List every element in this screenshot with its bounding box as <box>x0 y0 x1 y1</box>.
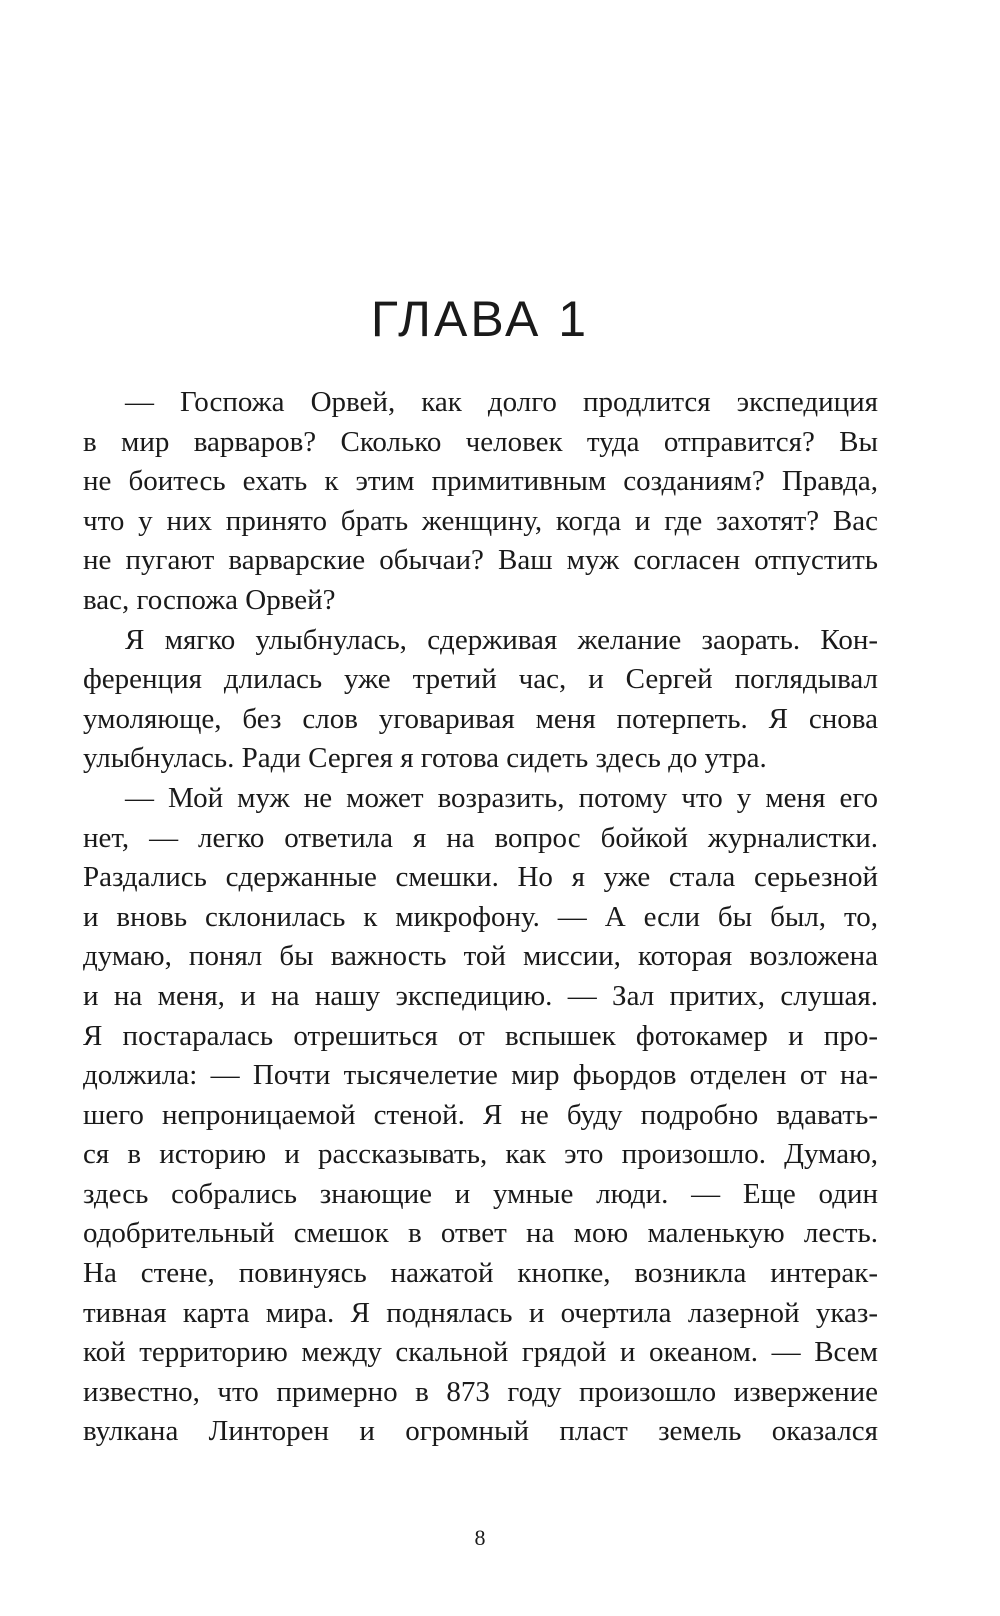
text-line: не пугают варварские обычаи? Ваш муж согласен отпустить <box>83 544 878 577</box>
text-line: На стене, повинуясь нажатой кнопке, возникла интерак- <box>83 1257 878 1290</box>
text-line: здесь собрались знающие и умные люди. — Еще один <box>83 1177 878 1210</box>
text-line: Я мягко улыбнулась, сдерживая желание заорать. Кон- <box>125 623 878 656</box>
text-line: не боитесь ехать к этим примитивным созданиям? Правда, <box>83 465 878 498</box>
text-line: Раздались сдержанные смешки. Но я уже стала серьезной <box>83 861 878 894</box>
text-line: вас, госпожа Орвей? <box>83 583 336 616</box>
text-line: вулкана Линторен и огромный пласт земель оказался <box>83 1415 878 1448</box>
text-line: нет, — легко ответила я на вопрос бойкой журналистки. <box>83 821 878 854</box>
body-text <box>83 383 878 1452</box>
page-number: 8 <box>474 1525 486 1550</box>
text-line: что у них принято брать женщину, когда и где захотят? Вас <box>83 504 878 537</box>
text-line: должила: — Почти тысячелетие мир фьордов отделен от на- <box>83 1059 878 1092</box>
text-line: — Госпожа Орвей, как долго продлится экспедиция <box>125 386 878 418</box>
text-line: известно, что примерно в 873 году произошло извержение <box>83 1375 878 1408</box>
text-line: шего непроницаемой стеной. Я не буду подробно вдавать- <box>83 1098 878 1131</box>
text-line: ся в историю и рассказывать, как это произошло. Думаю, <box>83 1138 878 1171</box>
text-line: одобрительный смешок в ответ на мою маленькую лесть. <box>83 1217 878 1250</box>
text-line: и вновь склонилась к микрофону. — А если бы был, то, <box>83 900 878 933</box>
text-line: — Мой муж не может возразить, потому что у меня его <box>125 781 878 814</box>
text-line: думаю, понял бы важность той миссии, которая возложена <box>83 940 878 973</box>
text-line: в мир варваров? Сколько человек туда отправится? Вы <box>83 425 878 458</box>
text-line: Я постаралась отрешиться от вспышек фотокамер и про- <box>83 1019 878 1052</box>
text-line: умоляюще, без слов уговаривая меня потерпеть. Я снова <box>83 702 878 735</box>
text-line: ференция длилась уже третий час, и Сергей поглядывал <box>83 663 878 696</box>
chapter-title: ГЛАВА 1 <box>370 291 590 347</box>
text-line: кой территорию между скальной грядой и океаном. — Всем <box>83 1336 878 1369</box>
text-line: и на меня, и на нашу экспедицию. — Зал притих, слушая. <box>83 979 878 1012</box>
text-line: тивная карта мира. Я поднялась и очертила лазерной указ- <box>83 1296 878 1329</box>
text-line: улыбнулась. Ради Сергея я готова сидеть здесь до утра. <box>83 742 767 775</box>
